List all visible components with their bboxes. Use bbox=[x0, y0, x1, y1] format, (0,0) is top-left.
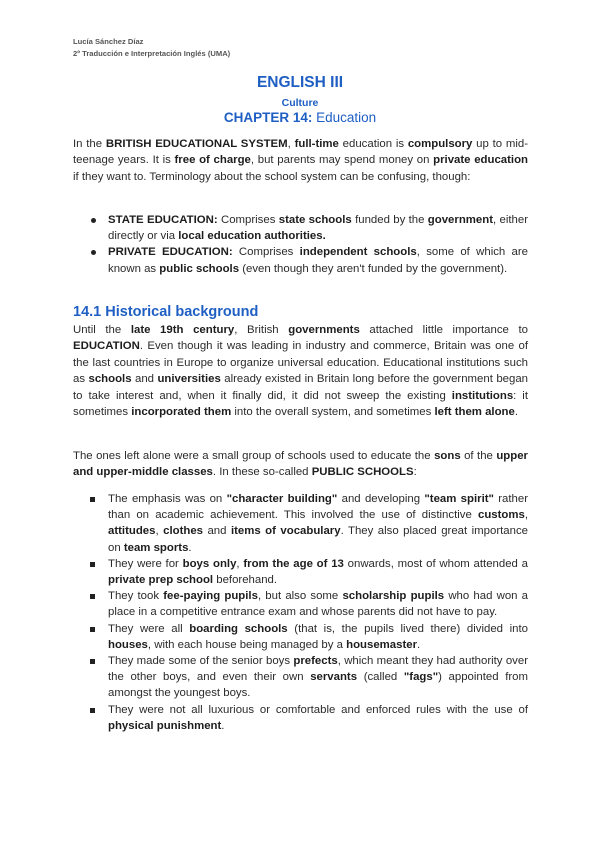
document-title: ENGLISH III bbox=[256, 74, 344, 91]
text-run: , but also some bbox=[257, 590, 343, 603]
list-item bbox=[90, 588, 528, 620]
emphasis-text: prefects bbox=[293, 655, 338, 668]
emphasis-text: boarding schools bbox=[189, 622, 288, 635]
emphasis-text: items of vocabulary bbox=[230, 525, 341, 538]
emphasis-text: "team spirit" bbox=[424, 493, 494, 505]
emphasis-text: BRITISH EDUCATIONAL SYSTEM bbox=[105, 138, 288, 150]
emphasis-text: boys only bbox=[182, 557, 237, 570]
course-name: 2º Traducción e Interpretación Inglés (UMA) bbox=[73, 49, 231, 58]
text-run: They were for bbox=[108, 557, 183, 570]
text-run: . bbox=[188, 541, 192, 554]
text-run: , but parents may spend money on bbox=[250, 154, 434, 167]
text-run: (even though they aren't funded by the government). bbox=[239, 262, 508, 275]
emphasis-text: "fags" bbox=[403, 671, 439, 684]
emphasis-text: private education bbox=[433, 154, 528, 167]
text-run: : it sometimes bbox=[73, 389, 528, 419]
emphasis-text: compulsory bbox=[407, 138, 473, 150]
emphasis-text: independent schools bbox=[299, 246, 417, 259]
text-run: , bbox=[287, 138, 295, 150]
list-item bbox=[90, 621, 528, 653]
emphasis-text: governments bbox=[288, 324, 360, 336]
text-run: already existed in Britain long before the government began to take interest and, when it finally did, it did not sweep the existing bbox=[73, 373, 528, 402]
list-item bbox=[90, 244, 528, 276]
list-item bbox=[90, 491, 528, 556]
emphasis-text: from the age of 13 bbox=[243, 557, 344, 570]
text-run: They were not all luxurious or comfortable and enforced rules with the use of bbox=[108, 703, 528, 716]
text-run: . In these so-called bbox=[212, 466, 312, 479]
emphasis-text: physical punishment bbox=[108, 719, 222, 732]
emphasis-text: schools bbox=[88, 373, 132, 386]
emphasis-text: PRIVATE EDUCATION: bbox=[108, 246, 233, 259]
text-run: , either directly or via bbox=[108, 214, 528, 243]
emphasis-text: full-time bbox=[294, 138, 339, 150]
text-run: . Even though it was leading in industry and commerce, Britain was one of the last countries in Europe to organize universal education. Educational institutions such as bbox=[73, 340, 528, 386]
list-item bbox=[90, 556, 528, 588]
text-run: , some of which are known as bbox=[108, 246, 529, 275]
emphasis-text: housemaster bbox=[346, 638, 418, 651]
emphasis-text: STATE EDUCATION: bbox=[108, 214, 218, 226]
text-run: , which meant they had authority over the other boys, and even their own bbox=[108, 655, 528, 684]
emphasis-text: universities bbox=[157, 373, 221, 386]
text-run: and developing bbox=[337, 493, 425, 505]
text-run: onwards, most of whom attended a bbox=[343, 557, 528, 570]
text-run: They were all bbox=[108, 622, 190, 635]
text-run: : bbox=[413, 466, 417, 479]
emphasis-text: attitudes bbox=[108, 525, 156, 538]
document-subtitle: Culture bbox=[281, 97, 319, 109]
emphasis-text: private prep school bbox=[108, 574, 214, 587]
emphasis-text: local education authorities. bbox=[178, 230, 326, 243]
text-run: . bbox=[221, 719, 225, 732]
list-item bbox=[90, 702, 528, 734]
text-run: The ones left alone were a small group of schools used to educate the bbox=[73, 450, 435, 462]
text-run: . bbox=[417, 638, 421, 651]
emphasis-text: sons bbox=[434, 450, 461, 462]
text-run: and bbox=[203, 525, 231, 538]
emphasis-text: servants bbox=[310, 671, 358, 684]
text-run: , bbox=[524, 509, 528, 522]
emphasis-text: houses bbox=[108, 638, 148, 651]
emphasis-text: left them alone bbox=[434, 406, 515, 419]
emphasis-text: customs bbox=[477, 509, 525, 522]
chapter-name: Education bbox=[312, 110, 377, 125]
public-schools-intro bbox=[73, 448, 528, 481]
text-run: Comprises bbox=[217, 214, 279, 226]
emphasis-text: "character building" bbox=[226, 493, 338, 505]
text-run: education is bbox=[338, 138, 408, 150]
emphasis-text: free of charge bbox=[174, 154, 251, 167]
text-run: who had won a place in a competitive entrance exam and whose parents did not have to pay. bbox=[108, 590, 529, 619]
text-run: . They also placed great importance on bbox=[108, 525, 528, 554]
text-run: They took bbox=[108, 590, 164, 603]
text-run: The emphasis was on bbox=[108, 493, 227, 505]
emphasis-text: government bbox=[427, 214, 493, 226]
author-name: Lucía Sánchez Díaz bbox=[73, 37, 144, 46]
text-run: into the overall system, and sometimes bbox=[231, 406, 435, 419]
chapter-number: CHAPTER 14: bbox=[223, 110, 313, 125]
author-block bbox=[73, 36, 230, 60]
text-run: if they want to. Terminology about the school system can be confusing, though: bbox=[73, 170, 471, 183]
text-run: In the bbox=[73, 138, 106, 150]
education-type-list bbox=[90, 212, 528, 277]
chapter-heading bbox=[0, 110, 600, 125]
intro-paragraph bbox=[73, 136, 528, 185]
text-run: (that is, the pupils lived there) divided into bbox=[287, 622, 529, 635]
text-run: rather than on academic achievement. This involved the use of distinctive bbox=[108, 493, 529, 522]
emphasis-text: late 19th century bbox=[130, 324, 235, 336]
emphasis-text: public schools bbox=[159, 262, 240, 275]
text-run: attached little importance to bbox=[359, 324, 528, 336]
emphasis-text: team sports bbox=[123, 541, 189, 554]
text-run: Until the bbox=[73, 324, 131, 336]
text-run: . bbox=[514, 406, 519, 419]
text-run: Comprises bbox=[232, 246, 300, 259]
public-schools-list bbox=[90, 491, 528, 734]
text-run: ) appointed from amongst the youngest boys. bbox=[108, 671, 529, 700]
history-paragraph bbox=[73, 322, 528, 420]
text-run: funded by the bbox=[351, 214, 428, 226]
emphasis-text: EDUCATION bbox=[73, 340, 140, 353]
text-run: up to mid-teenage years. It is bbox=[73, 138, 529, 167]
text-run: , bbox=[155, 525, 164, 538]
text-run: They made some of the senior boys bbox=[108, 655, 294, 668]
text-run: (called bbox=[357, 671, 404, 684]
emphasis-text: scholarship pupils bbox=[342, 590, 445, 603]
emphasis-text: institutions bbox=[451, 389, 514, 402]
text-run: , British bbox=[234, 324, 289, 336]
emphasis-text: incorporated them bbox=[131, 406, 232, 419]
emphasis-text: state schools bbox=[278, 214, 352, 226]
text-run: , with each house being managed by a bbox=[147, 638, 347, 651]
emphasis-text: upper and upper-middle classes bbox=[73, 450, 528, 479]
emphasis-text: clothes bbox=[163, 525, 203, 538]
text-run: , bbox=[236, 557, 244, 570]
list-item bbox=[90, 653, 528, 702]
text-run: of the bbox=[460, 450, 497, 462]
text-run: and bbox=[131, 373, 158, 386]
section-heading: 14.1 Historical background bbox=[73, 304, 259, 320]
emphasis-text: fee-paying pupils bbox=[163, 590, 258, 603]
text-run: beforehand. bbox=[213, 574, 278, 587]
list-item bbox=[90, 212, 528, 244]
emphasis-text: PUBLIC SCHOOLS bbox=[311, 466, 414, 479]
